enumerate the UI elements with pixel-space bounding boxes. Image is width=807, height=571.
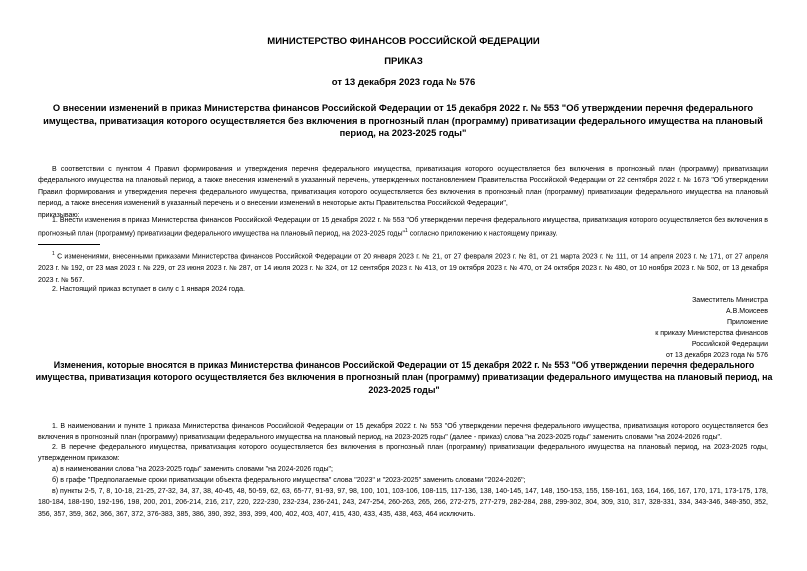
- appendix-line-2: к приказу Министерства финансов: [655, 329, 768, 337]
- preamble-text-3: ,: [505, 200, 508, 208]
- footnote-amendments-link[interactable]: приказами Министерства финансов Российской Федерации от 20 января 2023 г. № 21, от 27 февраля 2023 г. № 81, от 21 марта 2023 г. № 111, от 14 апреля 2023 г. № 171, от 27 апреля 2023 г. № 192, от 23 мая 2023 г. № 229, от 23 июня 2023 г. № 287, от 14 июля 2023 г. № 324, от 12 сентября 2023 г. № 413, от 19 октября 2023 г. № 470, от 24 октября 2023 г. № 480, от 10 ноября 2023 г. № 502, от 13 декабря 2023 г. № 567: [38, 253, 768, 284]
- footnote-mark: 1: [52, 251, 55, 257]
- item-1-order-link[interactable]: приказ Министерства финансов Российской Федерации от 15 декабря 2022 г. № 553 "Об утверждении перечня федерального имущества, приватизация которого осуществляется без включения в прогнозный план (программу) приватизации федерального имущества на плановый период, на 2023-2025 годы": [38, 217, 768, 238]
- appendix-block: [540, 318, 768, 362]
- item-1-paragraph: [38, 215, 768, 240]
- change-2c-text-2: исключить.: [437, 510, 476, 518]
- preamble-decree-link[interactable]: постановлением Правительства Российской Федерации от 22 сентября 2022 г. № 1673 "Об утверждении Правил формирования и утверждения перечня федерального имущества, приватизация которого осуществляется без включения в прогнозный план (программу) приватизации федерального имущества на плановый период, а также внесения изменений в указанный перечень и о внесении изменений в некоторые акты Правительства Российской Федерации": [38, 177, 769, 208]
- preamble-text-2: , утвержденных: [368, 177, 422, 185]
- footnote-text-1: С изменениями, внесенными: [54, 253, 156, 261]
- footnote-text-2: .: [82, 276, 85, 284]
- item-1-text-1: 1. Внести изменения в: [52, 217, 128, 224]
- change-2a-link[interactable]: наименовании: [65, 466, 114, 473]
- change-2c-link[interactable]: пункты 2-5, 7, 8, 10-18, 21-25, 27-32, 34, 37, 38, 40-45, 48, 50-59, 62, 63, 65-77, 91-93, 97, 98, 100, 101, 103-106, 108-115, 117-136, 138, 140-145, 147, 148, 150-153, 155, 158-161, 163, 164, 166, 167, 170, 171, 173-175, 178, 180-184, 188-190, 192-196, 198, 200, 201, 206-214, 216, 217, 220, 222-230, 232-234, 236-241, 243, 247-254, 260-263, 265, 266, 272-275, 277-279, 282-284, 288, 299-302, 304, 309, 310, 317, 328-331, 334, 343-346, 348-350, 352, 356, 357, 359, 362, 366, 367, 372, 376-383, 385, 386, 390, 392, 393, 399, 400, 402, 403, 407, 415, 430, 433, 435, 438, 463, 464: [38, 488, 768, 518]
- signature-position: Заместитель Министра: [692, 297, 768, 304]
- item-1-text-2: согласно приложению к настоящему приказу.: [407, 230, 558, 238]
- signature-name: А.В.Моисеев: [726, 307, 768, 315]
- change-1-text-2: (далее - приказ) слова "на 2023-2025 годы" заменить словами "на 2024-2026 годы".: [447, 434, 722, 442]
- change-2c-paragraph: [38, 486, 768, 520]
- preamble-paragraph: [38, 164, 768, 221]
- preamble-rules-link[interactable]: пунктом 4 Правил формирования и утверждения перечня федерального имущества, приватизация которого осуществляется без включения в прогнозный план (программу) приватизации федерального имущества на плановый период, а также внесения изменений в указанный перечень: [38, 166, 769, 185]
- document-date-number: от 13 декабря 2023 года № 576: [331, 77, 476, 88]
- change-1-link[interactable]: пункте 1 приказа Министерства финансов Российской Федерации от 15 декабря 2022 г. № 553 "Об утверждении перечня федерального имущества, приватизация которого осуществляется без включения в прогнозный план (программу) приватизации федерального имущества на плановый период, на 2023-2025 годы": [38, 423, 768, 442]
- footnote-reference[interactable]: 1: [405, 228, 408, 235]
- change-2-text-3: :: [117, 455, 120, 463]
- preamble-text-1: В соответствии с: [52, 166, 117, 173]
- changes-title-link[interactable]: приказ Министерства финансов Российской Федерации от 15 декабря 2022 г. № 553 "Об утверждении перечня федерального имущества, приватизация которого осуществляется без включения в прогнозный план (программу) приватизации федерального имущества на плановый период, на 2023-2025 годы": [35, 360, 773, 395]
- title-prefix: О внесении изменений в: [52, 103, 170, 113]
- change-2-order-link[interactable]: приказом: [87, 455, 118, 463]
- changes-title: [34, 359, 774, 396]
- change-2b-text-2: слова "2023" и "2023-2025" заменить словами "2024-2026";: [331, 477, 526, 484]
- change-2a-paragraph: [38, 464, 768, 475]
- footnote-divider: [38, 244, 100, 245]
- document-title: [28, 102, 778, 140]
- change-2-paragraph: [38, 442, 768, 465]
- ministry-heading: МИНИСТЕРСТВО ФИНАНСОВ РОССИЙСКОЙ ФЕДЕРАЦИИ: [267, 36, 540, 47]
- change-1-text-1: 1. В наименовании и: [52, 423, 125, 430]
- change-2-list-link[interactable]: перечне федерального имущества, приватизация которого осуществляется без включения в прогнозный план (программу) приватизации федерального имущества на плановый период, на 2023-2025 годы: [69, 444, 767, 451]
- change-2c-text-1: в): [52, 488, 61, 495]
- footnote-paragraph: [38, 249, 768, 286]
- change-2-text-2: , утвержденном: [38, 444, 768, 463]
- title-link[interactable]: приказ Министерства финансов Российской Федерации от 15 декабря 2022 г. № 553 "Об утверждении перечня федерального имущества, приватизация которого осуществляется без включения в прогнозный план (программу) приватизации федерального имущества на плановый период, на 2023-2025 годы": [43, 103, 763, 138]
- appendix-label: Приложение: [726, 319, 768, 326]
- signature-block: [540, 296, 768, 318]
- change-2a-text-1: а) в: [52, 466, 66, 473]
- changes-title-prefix: Изменения, которые вносятся в: [53, 360, 198, 370]
- orders-word: приказываю:: [38, 211, 80, 219]
- appendix-line-3: Российской Федерации: [691, 340, 768, 348]
- change-1-paragraph: [38, 421, 768, 444]
- change-2b-text-1: б) в: [52, 477, 66, 484]
- change-2b-paragraph: [38, 475, 768, 486]
- item-2-paragraph: 2. Настоящий приказ вступает в силу с 1 января 2024 года.: [52, 286, 245, 293]
- change-2-text-1: 2. В: [52, 444, 70, 451]
- appendix-line-4: от 13 декабря 2023 года № 576: [666, 351, 768, 359]
- change-2a-text-2: слова "на 2023-2025 годы" заменить словами "на 2024-2026 годы";: [113, 466, 333, 473]
- document-type-heading: ПРИКАЗ: [384, 56, 423, 67]
- change-2b-link[interactable]: графе "Предполагаемые сроки приватизации объекта федерального имущества": [65, 477, 332, 484]
